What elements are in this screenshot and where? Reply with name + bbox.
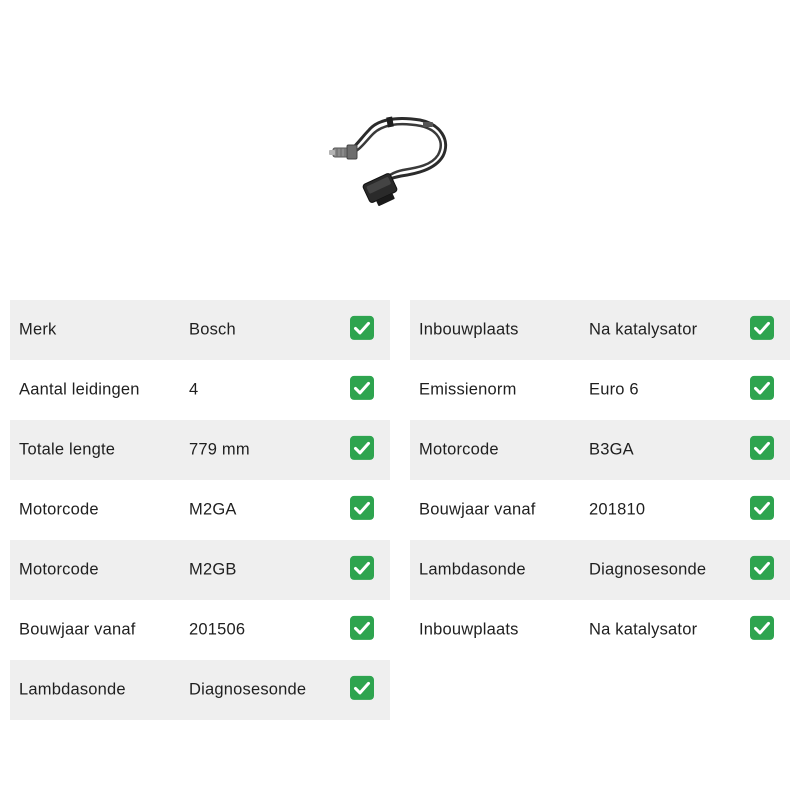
- check-mark-icon: [349, 495, 375, 521]
- spec-label: Inbouwplaats: [419, 620, 519, 639]
- spec-row: [410, 600, 790, 660]
- spec-label: Aantal leidingen: [19, 380, 140, 399]
- spec-row: [410, 300, 790, 360]
- spec-row: [410, 480, 790, 540]
- spec-table-right: [410, 300, 790, 660]
- spec-label: Inbouwplaats: [419, 320, 519, 339]
- check-mark-icon: [749, 495, 775, 521]
- spec-label: Motorcode: [19, 560, 99, 579]
- check-mark-icon: [749, 315, 775, 341]
- spec-row: [10, 540, 390, 600]
- spec-label: Motorcode: [19, 500, 99, 519]
- spec-label: Lambdasonde: [19, 680, 126, 699]
- spec-label: Motorcode: [419, 440, 499, 459]
- check-mark-icon: [349, 555, 375, 581]
- spec-value: Euro 6: [589, 380, 639, 399]
- spec-label: Lambdasonde: [419, 560, 526, 579]
- spec-value: B3GA: [589, 440, 634, 459]
- check-mark-icon: [749, 555, 775, 581]
- lambda-sensor-image: [325, 108, 455, 213]
- spec-value: 779 mm: [189, 440, 250, 459]
- spec-row: [10, 660, 390, 720]
- spec-table-left: [10, 300, 390, 720]
- spec-row: [10, 360, 390, 420]
- spec-value: Na katalysator: [589, 620, 698, 639]
- spec-value: Na katalysator: [589, 320, 698, 339]
- spec-value: M2GB: [189, 560, 237, 579]
- spec-label: Emissienorm: [419, 380, 517, 399]
- spec-label: Totale lengte: [19, 440, 116, 459]
- check-mark-icon: [349, 375, 375, 401]
- spec-row: [410, 420, 790, 480]
- spec-value: Diagnosesonde: [589, 560, 707, 579]
- check-mark-icon: [349, 615, 375, 641]
- check-mark-icon: [349, 315, 375, 341]
- spec-label: Bouwjaar vanaf: [19, 620, 136, 639]
- spec-row: [10, 300, 390, 360]
- spec-row: [10, 480, 390, 540]
- spec-value: Bosch: [189, 320, 236, 339]
- check-mark-icon: [749, 435, 775, 461]
- spec-label: Merk: [19, 320, 57, 339]
- spec-value: 4: [189, 380, 199, 399]
- product-image: [325, 108, 455, 213]
- check-mark-icon: [349, 675, 375, 701]
- spec-label: Bouwjaar vanaf: [419, 500, 536, 519]
- spec-row: [410, 360, 790, 420]
- spec-value: Diagnosesonde: [189, 680, 307, 699]
- check-mark-icon: [349, 435, 375, 461]
- spec-value: 201506: [189, 620, 246, 639]
- spec-row: [410, 540, 790, 600]
- spec-value: 201810: [589, 500, 646, 519]
- check-mark-icon: [749, 615, 775, 641]
- check-mark-icon: [749, 375, 775, 401]
- spec-value: M2GA: [189, 500, 237, 519]
- spec-row: [10, 600, 390, 660]
- spec-row: [10, 420, 390, 480]
